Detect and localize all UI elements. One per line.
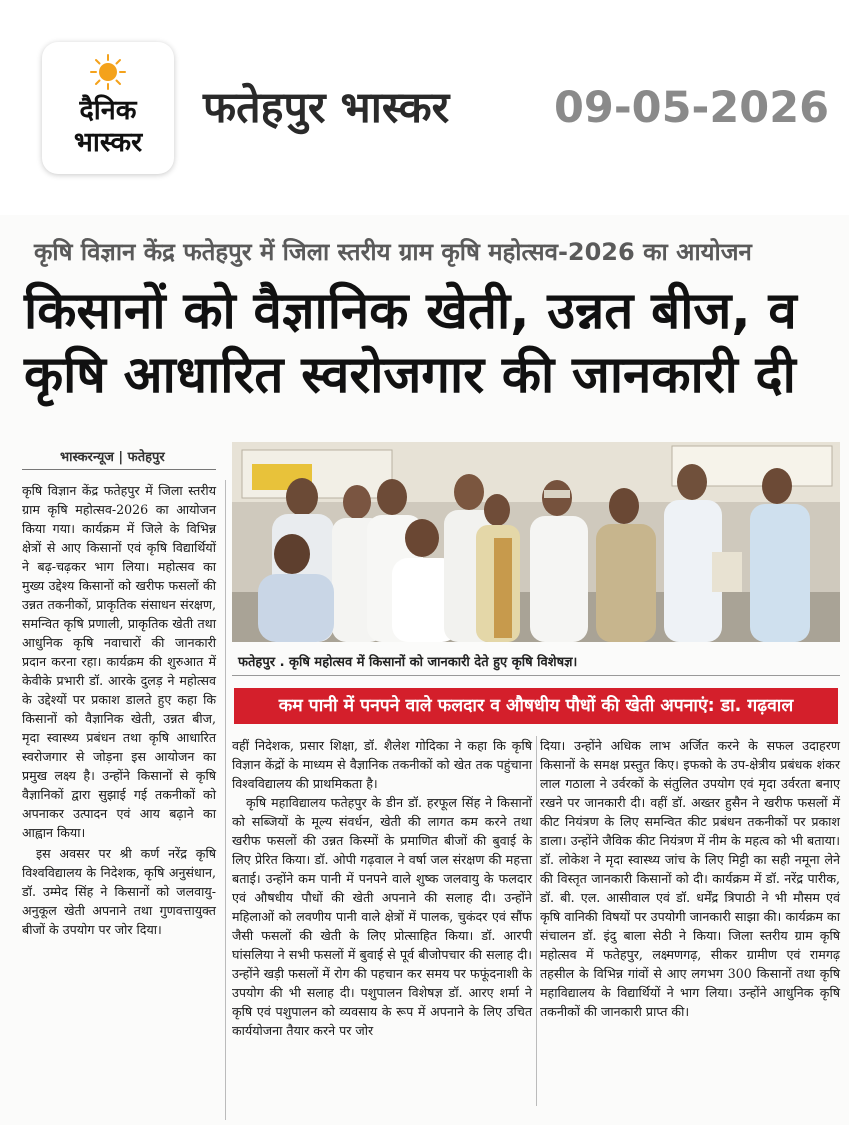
headline-line-1: किसानों को वैज्ञानिक खेती, उन्नत बीज, व	[24, 282, 797, 341]
column-1-paragraph-1: कृषि विज्ञान केंद्र फतेहपुर में जिला स्तरीय ग्राम कृषि महोत्सव-2026 का आयोजन किया गया। कार्यक्रम में जिले के विभिन्न क्षेत्रों से आए किसानों एवं कृषि विद्यार्थियों ने बढ़-चढ़कर भाग लिया। महोत्सव का मुख्य उद्देश्य किसानों को खरीफ फसलों की उन्नत तकनीकों, प्राकृतिक संसाधन संरक्षण, समन्वित कृषि प्रणाली, प्राकृतिक खेती तथा आधुनिक कृषि नवाचारों की जानकारी प्रदान करना रहा। कार्यक्रम की शुरुआत में केवीके प्रभारी डॉ. आरके दुलड़ ने महोत्सव के उद्देश्यों पर प्रकाश डालते हुए कहा कि किसानों को वैज्ञानिक खेती, उन्नत बीज, मृदा स्वास्थ्य प्रबंधन तथा कृषि आधारित स्वरोजगार से जोड़ना इस आयोजन का प्रमुख लक्ष्य है। उन्होंने किसानों से कृषि वैज्ञानिकों द्वारा सुझाई गई तकनीकों को अपनाकर उत्पादन एवं आय बढ़ाने का आह्वान किया।	[22, 483, 216, 840]
subheadline-banner: कम पानी में पनपने वाले फलदार व औषधीय पौधों की खेती अपनाएं: डा. गढ़वाल	[234, 688, 838, 724]
event-photo[interactable]	[232, 442, 840, 642]
sun-icon	[90, 54, 126, 90]
edition-title: फतेहपुर भास्कर	[203, 83, 450, 133]
logo-line-1: दैनिक	[79, 95, 137, 126]
column-divider	[225, 480, 226, 1120]
article-headline	[24, 280, 839, 408]
headline-line-2: कृषि आधारित स्वरोजगार की जानकारी दी	[24, 346, 796, 405]
article-column-2	[232, 736, 532, 1040]
epaper-header	[0, 0, 849, 196]
photo-caption: फतेहपुर . कृषि महोत्सव में किसानों को जानकारी देते हुए कृषि विशेषज्ञ।	[238, 655, 578, 670]
column-divider	[536, 736, 537, 1106]
article-column-3	[540, 736, 840, 1021]
column-2-paragraph-2: कृषि महाविद्यालय फतेहपुर के डीन डॉ. हरफूल सिंह ने किसानों को सब्जियों के मूल्य संवर्धन, खेती की लागत कम करने तथा खरीफ फसलों की उन्नत किस्मों के प्रमाणित बीजों की बुवाई के लिए प्रेरित किया। डॉ. ओपी गढ़वाल ने वर्षा जल संरक्षण की महत्ता बताई। उन्होंने कम पानी में पनपने वाले शुष्क जलवायु के फलदार एवं औषधीय पौधों की खेती अपनाने की सलाह दी। उन्होंने महिलाओं को लवणीय पानी वाले क्षेत्रों में पालक, चुकंदर एवं सौंफ जैसी फसलों की खेती के लिए प्रोत्साहित किया। डॉ. आरपी घांसलिया ने सभी फसलों में बुवाई से पूर्व बीजोपचार की सलाह दी। उन्होंने खड़ी फसलों में रोग की पहचान कर समय पर फफूंदनाशी के उपयोग की भी सलाह दी। पशुपालन विशेषज्ञ डॉ. आरए शर्मा ने कृषि एवं पशुपालन को व्यवसाय के रूप में अपनाने के लिए उचित कार्ययोजना तैयार करने पर जोर	[232, 795, 532, 1038]
byline: भास्करन्यूज | फतेहपुर	[60, 450, 165, 465]
article-kicker: कृषि विज्ञान केंद्र फतेहपुर में जिला स्तरीय ग्राम कृषि महोत्सव-2026 का आयोजन	[34, 238, 752, 266]
column-2-paragraph-1: वहीं निदेशक, प्रसार शिक्षा, डॉ. शैलेश गोदिका ने कहा कि कृषि विज्ञान केंद्रों के माध्यम से वैज्ञानिक तकनीकों को खेत तक पहुंचाना विश्वविद्यालय की प्राथमिकता है।	[232, 738, 532, 791]
column-1-paragraph-2: इस अवसर पर श्री कर्ण नरेंद्र कृषि विश्वविद्यालय के निदेशक, कृषि अनुसंधान, डॉ. उम्मेद सिंह ने किसानों को जलवायु-अनुकूल खेती अपनाने तथा गुणवत्तायुक्त बीजों के उपयोग पर जोर दिया।	[22, 846, 216, 937]
edition-date: 09-05-2026	[554, 83, 830, 133]
article-column-1	[22, 481, 216, 939]
logo-line-2: भास्कर	[73, 127, 143, 158]
caption-divider	[232, 675, 840, 676]
byline-divider	[22, 469, 216, 470]
column-3-paragraph-1: दिया। उन्होंने अधिक लाभ अर्जित करने के सफल उदाहरण किसानों के समक्ष प्रस्तुत किए। इफको के उप-क्षेत्रीय प्रबंधक शंकर लाल गठाला ने उर्वरकों के संतुलित उपयोग एवं मृदा उर्वरता बनाए रखने पर जानकारी दी। वहीं डॉ. अख्तर हुसैन ने खरीफ फसलों में कीट नियंत्रण के लिए समन्वित कीट प्रबंधन तकनीकों पर प्रकाश डाला। उन्होंने जैविक कीट नियंत्रण में नीम के महत्व को भी बताया। डॉ. लोकेश ने मृदा स्वास्थ्य जांच के लिए मिट्टी का सही नमूना लेने की विस्तृत जानकारी किसानों को दी। कार्यक्रम में डॉ. नरेंद्र पारीक, डॉ. बी. एल. आसीवाल एवं डॉ. धर्मेंद्र त्रिपाठी ने भी मौसम एवं कृषि वानिकी विषयों पर उपयोगी जानकारी साझा की। कार्यक्रम का संचालन डॉ. इंदु बाला सेठी ने किया। जिला स्तरीय ग्राम कृषि महोत्सव में फतेहपुर, लक्ष्मणगढ़, सीकर ग्रामीण एवं रामगढ़ तहसील के विभिन्न गांवों से आए लगभग 300 किसानों तथा कृषि महाविद्यालय के विद्यार्थियों ने भाग लिया। उन्होंने आधुनिक कृषि तकनीकों की जानकारी प्राप्त की।	[540, 738, 840, 1019]
event-photo-illustration	[232, 442, 840, 642]
dainik-bhaskar-logo[interactable]	[42, 42, 174, 174]
